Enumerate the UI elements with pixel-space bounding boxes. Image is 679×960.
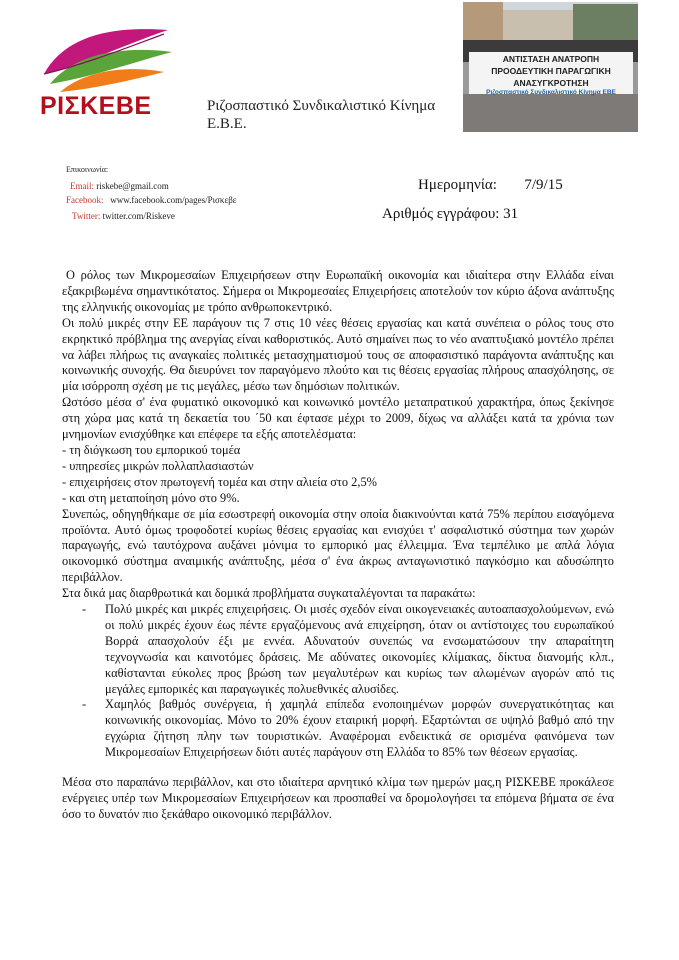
facebook-label: Facebook: bbox=[66, 195, 104, 205]
contact-email bbox=[70, 181, 169, 191]
banner-line-1: ΑΝΤΙΣΤΑΣΗ ΑΝΑΤΡΟΠΗ bbox=[502, 54, 600, 64]
banner-line-3: ΑΝΑΣΥΓΚΡΟΤΗΣΗ bbox=[513, 78, 589, 88]
riskebe-logo bbox=[36, 24, 176, 120]
list-item: - τη διόγκωση του εμπορικού τομέα bbox=[62, 442, 241, 457]
item-marker: - bbox=[82, 602, 87, 617]
twitter-label: Twitter: bbox=[72, 211, 101, 221]
date-label: Ημερομηνία: bbox=[418, 177, 497, 193]
results-list bbox=[62, 443, 614, 507]
item-marker: - bbox=[82, 697, 87, 712]
paragraph-6: Μέσα στο παραπάνω περιβάλλον, και στο ιδιαίτερα αρνητικό κλίμα των ημερών μας,η ΡΙΣΚΕΒΕ προκάλεσε ενέργειες υπέρ των Μικρομεσαίων Επιχειρήσεων και προσπαθεί να δρομολογήσει τα επόμενα βήματα σε ένα όσο το δυνατόν πιο ξεκάθαρο οικονομικό περιβάλλον. bbox=[62, 775, 614, 821]
document-body bbox=[62, 268, 614, 823]
twitter-link[interactable]: twitter.com/Riskeve bbox=[102, 211, 175, 221]
list-item: - υπηρεσίες μικρών πολλαπλασιαστών bbox=[62, 458, 254, 473]
organization-name bbox=[207, 97, 435, 133]
paragraph-4: Συνεπώς, οδηγηθήκαμε σε μία εσωστρεφή οικονομία στην οποία διακινούνται κατά 75% περίπου εισαγόμενα προϊόντα. Αυτό όμως τροφοδοτεί κυρίως θέσεις εργασίας και ενισχύει τ' ασφαλιστικό σύστημα των χωρών παραγωγής, ενώ ταυτόχρονα αυξάνει μόνιμα το εμπορικό μας έλλειμμα. Ένα τεμπέλικο με απλά λόγια οικονομικό σύστημα αναιμικής ανάπτυξης, μέσα σ' ένα άκρως ανταγωνιστικό παγκόσμιο και αδυσώπητο περιβάλλον. bbox=[62, 506, 614, 585]
problem-item bbox=[62, 602, 614, 697]
problem-item bbox=[62, 697, 614, 761]
banner-line-2: ΠΡΟΟΔΕΥΤΙΚΗ ΠΑΡΑΓΩΓΙΚΗ bbox=[491, 66, 611, 76]
paragraph-5: Στα δικά μας διαρθρωτικά και δομικά προβλήματα συγκαταλέγονται τα παρακάτω: bbox=[62, 586, 476, 601]
date-value: 7/9/15 bbox=[524, 177, 563, 193]
contact-heading: Επικοινωνία: bbox=[66, 165, 109, 174]
email-label: Email: bbox=[70, 181, 94, 191]
list-item: - και στη μεταποίηση μόνο στο 9%. bbox=[62, 490, 240, 505]
doc-number-label: Αριθμός εγγράφου: bbox=[382, 206, 500, 222]
item-text: Πολύ μικρές και μικρές επιχειρήσεις. Οι μισές σχεδόν είναι οικογενειακές αυτοαπασχολούμενων, ενώ οι πολύ μικρές έχουν έως πέντε εργαζόμενους ανά επιχείρηση, όταν οι αντίστοιχες του ευρωπαϊκού Βορρά απασχολούν έξι με εννέα. Αδυνατούν συνεπώς να ενσωματώσουν την απαραίτητη τεχνογνωσία και καινοτόμες δράσεις. Με αδύνατες οικονομίες κλίμακας, δίκτυα διανομής κλπ., καθίστανται εύκολες προς βρώση των μεγαλυτέρων και κυρίως των αλωμένων αγορών από τις μεγάλες εμπορικές και παραγωγικές πολυεθνικές αλυσίδες. bbox=[105, 602, 614, 696]
banner-subtitle: Ριζοσπαστικό Συνδικαλιστικό Κίνημα ΕΒΕ bbox=[486, 89, 616, 96]
protest-banner bbox=[469, 52, 633, 94]
list-item: - επιχειρήσεις στον πρωτογενή τομέα και στην αλιεία στο 2,5% bbox=[62, 474, 377, 489]
item-text: Χαμηλός βαθμός συνέργεια, ή χαμηλά επίπεδα ενοποιημένων μορφών συνεργατικότητας και κοινωνικής οικονομίας. Μόνο το 20% έχουν εταιρική μορφή. Εξαρτώνται σε υψηλό βαθμό από την εγχώρια ζήτηση πλην των τουριστικών. Αναφέρομαι ενδεικτικά σε ορισμένα φαινόμενα των Μικρομεσαίων Επιχειρήσεων διότι αυτές παράγουν στη Ελλάδα το 85% των θέσεων εργασίας. bbox=[105, 697, 614, 760]
org-line-1: Ριζοσπαστικό Συνδικαλιστικό Κίνημα bbox=[207, 98, 436, 114]
paragraph-2: Οι πολύ μικρές στην ΕΕ παράγουν τις 7 στις 10 νέες θέσεις εργασίας και κατά συνέπεια ο ρόλος τους στο εκρηκτικό πρόβλημα της ανεργίας είναι καθοριστικός. Αυτό σημαίνει πως το νέο αναπτυξιακό μοντέλο πρέπει να λάβει πλήρως τις αναγκαίες πολιτικές μετασχηματισμού τους σε αποφασιστικό παράγοντα ανάπτυξης και κοινωνικής συνοχής. Θα διευρύνει τον παραγόμενο πλούτο και τις θέσεις εργασίας πλήρους απασχόλησης, σε μία ισόρροπη σχέση με τις μεγάλες, μέσω των δημόσιων πολιτικών. bbox=[62, 315, 614, 394]
leaf-logo-icon bbox=[36, 24, 176, 94]
paragraph-1: Ο ρόλος των Μικρομεσαίων Επιχειρήσεων στην Ευρωπαϊκή οικονομία και ιδιαίτερα στην Ελλάδα είναι εξακριβωμένα σημαντικότατος. Σήμερα οι Μικρομεσαίες Επιχειρήσεις αποτελούν τον κύριο άξονα ανάπτυξης της ελληνικής οικονομίας με τρόπο ανθρωποκεντρικό. bbox=[62, 268, 614, 314]
logo-text: ΡΙΣΚΕΒΕ bbox=[40, 92, 152, 120]
date-row bbox=[418, 177, 563, 194]
doc-number-row bbox=[382, 206, 518, 223]
org-line-2: Ε.Β.Ε. bbox=[207, 116, 247, 132]
contact-facebook bbox=[66, 195, 237, 205]
email-link[interactable]: riskebe@gmail.com bbox=[96, 181, 169, 191]
contact-twitter bbox=[72, 211, 175, 221]
doc-number-value: 31 bbox=[503, 206, 519, 222]
paragraph-3: Ωστόσο μέσα σ' ένα φυματικό οικονομικό και κοινωνικό μοντέλο μεταπρατικού χαρακτήρα, όπως ξεκίνησε στη χώρα μας κατά τη δεκαετία του ΄50 και έφτασε μέχρι το 2009, δίχως να αλλάξει κατά τα χρόνια των μνημονίων ενισχύθηκε και επέφερε τα εξής αποτελέσματα: bbox=[62, 395, 614, 442]
facebook-link[interactable]: www.facebook.com/pages/Ρισκεβε bbox=[110, 195, 237, 205]
protest-photo bbox=[463, 2, 638, 132]
